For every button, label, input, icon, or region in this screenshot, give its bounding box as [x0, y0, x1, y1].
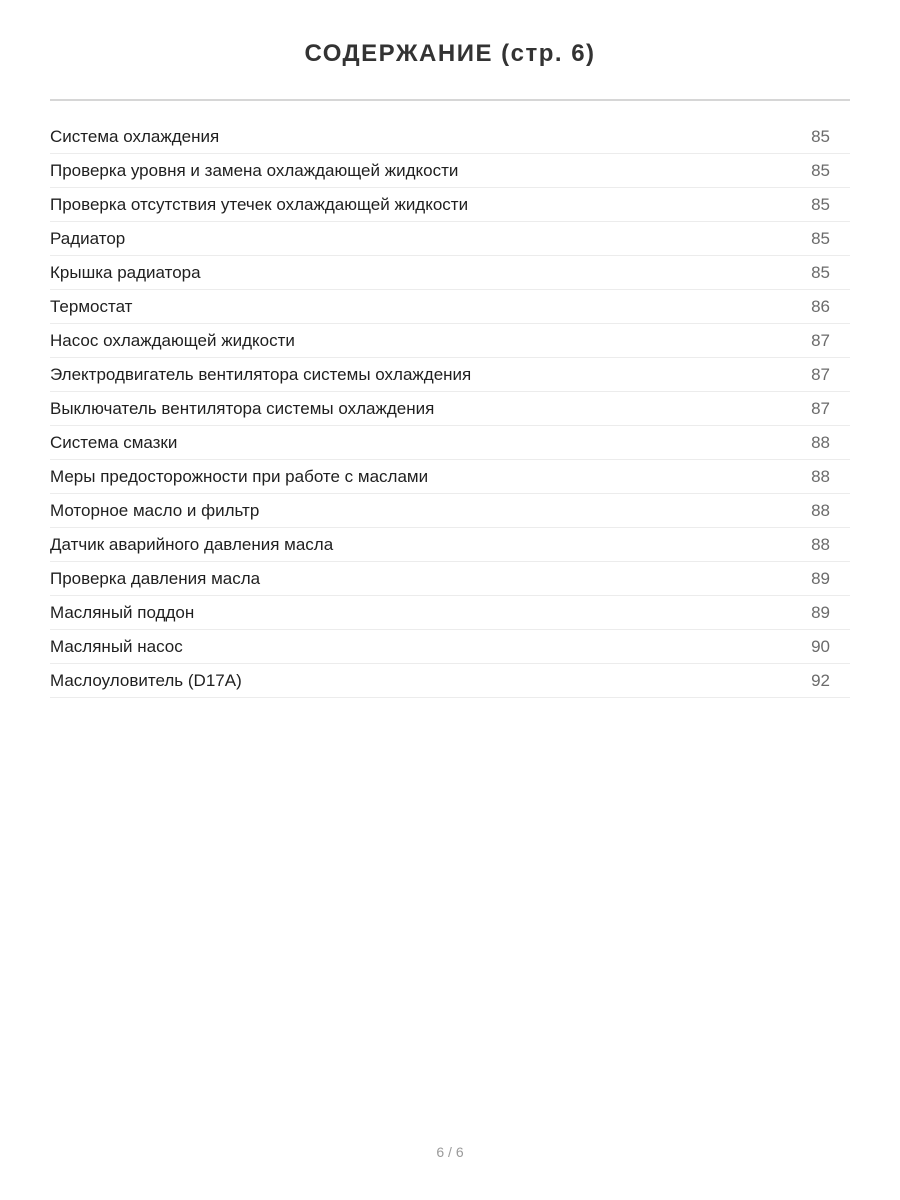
- toc-entry-page: 88: [811, 501, 830, 520]
- toc-entry-page: 85: [811, 229, 830, 248]
- toc-entry-title: Термостат: [50, 297, 133, 316]
- toc-entry[interactable]: [50, 630, 850, 664]
- table-of-contents: [50, 120, 850, 698]
- toc-entry-title: Система охлаждения: [50, 127, 220, 146]
- toc-entry-title: Радиатор: [50, 229, 126, 248]
- toc-entry-page: 85: [811, 127, 830, 146]
- toc-entry[interactable]: [50, 358, 850, 392]
- toc-entry-page: 89: [811, 603, 830, 622]
- toc-entry[interactable]: [50, 664, 850, 698]
- toc-entry-title: Маслоуловитель (D17A): [50, 671, 242, 690]
- toc-entry[interactable]: [50, 154, 850, 188]
- toc-entry-title: Выключатель вентилятора системы охлаждения: [50, 399, 435, 418]
- toc-entry-title: Меры предосторожности при работе с маслами: [50, 467, 429, 486]
- toc-entry-title: Насос охлаждающей жидкости: [50, 331, 295, 350]
- toc-entry[interactable]: [50, 290, 850, 324]
- toc-entry-page: 92: [811, 671, 830, 690]
- toc-entry-page: 89: [811, 569, 830, 588]
- toc-entry[interactable]: [50, 188, 850, 222]
- toc-entry[interactable]: [50, 426, 850, 460]
- toc-entry-title: Проверка отсутствия утечек охлаждающей жидкости: [50, 195, 469, 214]
- toc-entry-page: 88: [811, 535, 830, 554]
- toc-entry[interactable]: [50, 460, 850, 494]
- toc-entry-title: Крышка радиатора: [50, 263, 201, 282]
- toc-entry-page: 87: [811, 331, 830, 350]
- page-indicator: 6 / 6: [436, 1144, 464, 1160]
- toc-entry-title: Проверка давления масла: [50, 569, 261, 588]
- toc-entry[interactable]: [50, 494, 850, 528]
- toc-entry-page: 88: [811, 433, 830, 452]
- toc-entry-page: 85: [811, 161, 830, 180]
- title-divider: [50, 99, 850, 101]
- toc-entry-title: Масляный поддон: [50, 603, 195, 622]
- toc-entry-page: 85: [811, 195, 830, 214]
- toc-entry-title: Электродвигатель вентилятора системы охлаждения: [50, 365, 472, 384]
- toc-entry-page: 85: [811, 263, 830, 282]
- page-title: СОДЕРЖАНИЕ (стр. 6): [304, 40, 596, 67]
- toc-entry-title: Моторное масло и фильтр: [50, 501, 260, 520]
- toc-entry[interactable]: [50, 256, 850, 290]
- toc-entry-title: Система смазки: [50, 433, 178, 452]
- toc-entry[interactable]: [50, 392, 850, 426]
- toc-entry-title: Проверка уровня и замена охлаждающей жидкости: [50, 161, 459, 180]
- toc-entry[interactable]: [50, 324, 850, 358]
- toc-entry-page: 88: [811, 467, 830, 486]
- toc-entry[interactable]: [50, 562, 850, 596]
- toc-entry-title: Датчик аварийного давления масла: [50, 535, 334, 554]
- toc-entry[interactable]: [50, 120, 850, 154]
- toc-entry[interactable]: [50, 528, 850, 562]
- toc-entry[interactable]: [50, 222, 850, 256]
- toc-entry-page: 90: [811, 637, 830, 656]
- toc-entry[interactable]: [50, 596, 850, 630]
- toc-entry-page: 87: [811, 365, 830, 384]
- toc-entry-page: 86: [811, 297, 830, 316]
- toc-entry-title: Масляный насос: [50, 637, 183, 656]
- toc-entry-page: 87: [811, 399, 830, 418]
